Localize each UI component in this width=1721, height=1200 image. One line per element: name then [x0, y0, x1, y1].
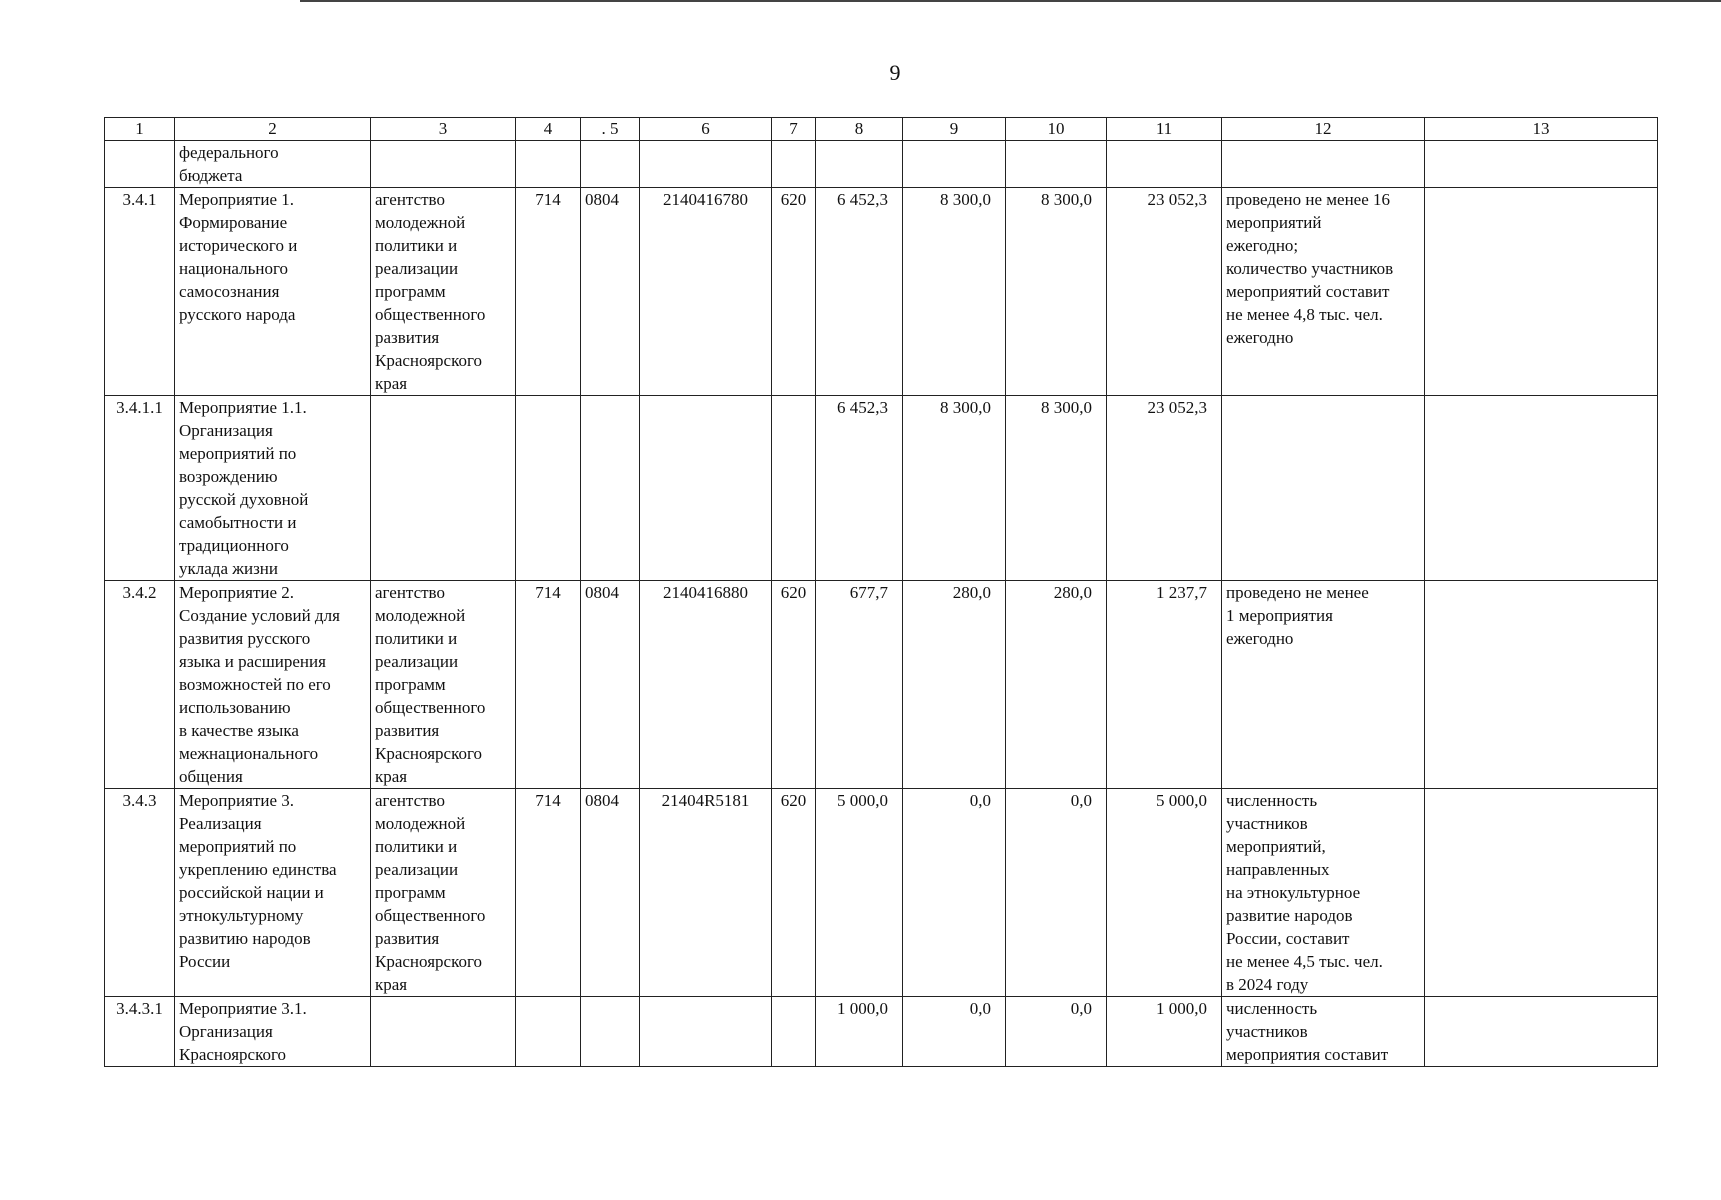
- target-article-code-cell: 2140416780: [640, 188, 772, 396]
- row-number-cell: 3.4.2: [105, 581, 175, 789]
- column-header: 8: [816, 118, 903, 141]
- amount-col-9-cell: 0,0: [903, 997, 1006, 1067]
- section-code-cell: [581, 396, 640, 581]
- activity-name-cell: Мероприятие 3. Реализация мероприятий по укреплению единства российской нации и этнокультурному развитию народов России: [175, 789, 371, 997]
- target-article-code-cell: [640, 141, 772, 188]
- grbs-code-cell: [516, 997, 581, 1067]
- amount-col-10-cell: [1006, 141, 1107, 188]
- amount-total-cell: 23 052,3: [1107, 188, 1222, 396]
- column-header: . 5: [581, 118, 640, 141]
- note-cell: [1425, 789, 1658, 997]
- amount-col-10-cell: 280,0: [1006, 581, 1107, 789]
- amount-total-cell: 1 000,0: [1107, 997, 1222, 1067]
- expected-result-cell: проведено не менее 1 мероприятия ежегодно: [1222, 581, 1425, 789]
- expense-type-code-cell: [772, 997, 816, 1067]
- target-article-code-cell: [640, 997, 772, 1067]
- page-number: 9: [889, 60, 901, 85]
- amount-col-9-cell: 0,0: [903, 789, 1006, 997]
- expense-type-code-cell: 620: [772, 581, 816, 789]
- note-cell: [1425, 997, 1658, 1067]
- grbs-code-cell: [516, 141, 581, 188]
- row-number-cell: [105, 141, 175, 188]
- executor-cell: агентство молодежной политики и реализации программ общественного развития Красноярского края: [371, 789, 516, 997]
- amount-col-8-cell: 677,7: [816, 581, 903, 789]
- amount-col-8-cell: [816, 141, 903, 188]
- amount-col-9-cell: [903, 141, 1006, 188]
- grbs-code-cell: 714: [516, 789, 581, 997]
- amount-total-cell: 1 237,7: [1107, 581, 1222, 789]
- activity-name-cell: Мероприятие 3.1. Организация Красноярского: [175, 997, 371, 1067]
- section-code-cell: [581, 141, 640, 188]
- expense-type-code-cell: 620: [772, 188, 816, 396]
- activity-name-cell: федерального бюджета: [175, 141, 371, 188]
- executor-cell: агентство молодежной политики и реализации программ общественного развития Красноярского края: [371, 581, 516, 789]
- expense-type-code-cell: 620: [772, 789, 816, 997]
- amount-col-9-cell: 8 300,0: [903, 396, 1006, 581]
- column-number-row: [105, 118, 1658, 141]
- column-header: 7: [772, 118, 816, 141]
- note-cell: [1425, 188, 1658, 396]
- executor-cell: агентство молодежной политики и реализации программ общественного развития Красноярского края: [371, 188, 516, 396]
- column-header: 2: [175, 118, 371, 141]
- amount-col-8-cell: 6 452,3: [816, 188, 903, 396]
- column-header: 4: [516, 118, 581, 141]
- amount-col-10-cell: 8 300,0: [1006, 396, 1107, 581]
- row-number-cell: 3.4.1: [105, 188, 175, 396]
- executor-cell: [371, 396, 516, 581]
- table-row: [105, 188, 1658, 396]
- table-row: [105, 997, 1658, 1067]
- column-header: 3: [371, 118, 516, 141]
- grbs-code-cell: 714: [516, 188, 581, 396]
- executor-cell: [371, 997, 516, 1067]
- expected-result-cell: проведено не менее 16 мероприятий ежегодно; количество участников мероприятий составит не менее 4,8 тыс. чел. ежегодно: [1222, 188, 1425, 396]
- executor-cell: [371, 141, 516, 188]
- table-row: [105, 789, 1658, 997]
- column-header: 11: [1107, 118, 1222, 141]
- note-cell: [1425, 396, 1658, 581]
- section-code-cell: 0804: [581, 789, 640, 997]
- expected-result-cell: численность участников мероприятия составит: [1222, 997, 1425, 1067]
- amount-total-cell: [1107, 141, 1222, 188]
- target-article-code-cell: [640, 396, 772, 581]
- top-border-line: [300, 0, 1721, 2]
- note-cell: [1425, 141, 1658, 188]
- table-row: [105, 396, 1658, 581]
- section-code-cell: [581, 997, 640, 1067]
- amount-col-10-cell: 0,0: [1006, 997, 1107, 1067]
- column-header: 13: [1425, 118, 1658, 141]
- note-cell: [1425, 581, 1658, 789]
- program-activities-table: [104, 117, 1658, 1067]
- activity-name-cell: Мероприятие 1.1. Организация мероприятий по возрождению русской духовной самобытности и традиционного уклада жизни: [175, 396, 371, 581]
- amount-col-8-cell: 1 000,0: [816, 997, 903, 1067]
- amount-total-cell: 5 000,0: [1107, 789, 1222, 997]
- row-number-cell: 3.4.1.1: [105, 396, 175, 581]
- expense-type-code-cell: [772, 141, 816, 188]
- expected-result-cell: [1222, 396, 1425, 581]
- column-header: 1: [105, 118, 175, 141]
- column-header: 6: [640, 118, 772, 141]
- table-row: [105, 141, 1658, 188]
- grbs-code-cell: [516, 396, 581, 581]
- activity-name-cell: Мероприятие 2. Создание условий для развития русского языка и расширения возможностей по его использованию в качестве языка межнационального общения: [175, 581, 371, 789]
- grbs-code-cell: 714: [516, 581, 581, 789]
- section-code-cell: 0804: [581, 188, 640, 396]
- expected-result-cell: [1222, 141, 1425, 188]
- amount-col-9-cell: 280,0: [903, 581, 1006, 789]
- expense-type-code-cell: [772, 396, 816, 581]
- row-number-cell: 3.4.3.1: [105, 997, 175, 1067]
- target-article-code-cell: 2140416880: [640, 581, 772, 789]
- column-header: 12: [1222, 118, 1425, 141]
- amount-col-10-cell: 0,0: [1006, 789, 1107, 997]
- activity-name-cell: Мероприятие 1. Формирование исторического и национального самосознания русского народа: [175, 188, 371, 396]
- section-code-cell: 0804: [581, 581, 640, 789]
- target-article-code-cell: 21404R5181: [640, 789, 772, 997]
- column-header: 10: [1006, 118, 1107, 141]
- expected-result-cell: численность участников мероприятий, направленных на этнокультурное развитие народов России, составит не менее 4,5 тыс. чел. в 2024 году: [1222, 789, 1425, 997]
- amount-col-9-cell: 8 300,0: [903, 188, 1006, 396]
- table-row: [105, 581, 1658, 789]
- row-number-cell: 3.4.3: [105, 789, 175, 997]
- amount-col-8-cell: 5 000,0: [816, 789, 903, 997]
- amount-total-cell: 23 052,3: [1107, 396, 1222, 581]
- amount-col-8-cell: 6 452,3: [816, 396, 903, 581]
- column-header: 9: [903, 118, 1006, 141]
- amount-col-10-cell: 8 300,0: [1006, 188, 1107, 396]
